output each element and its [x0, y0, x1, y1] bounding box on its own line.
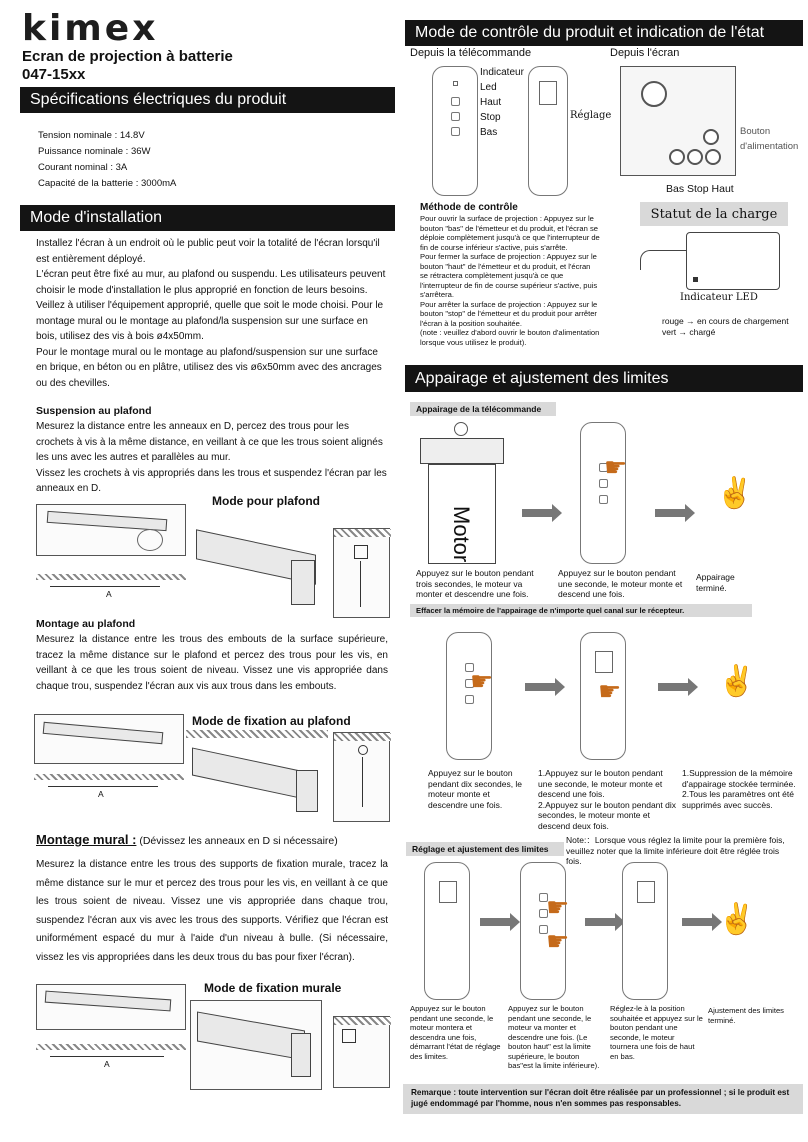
fig-fix-plafond-title: Mode de fixation au plafond [192, 714, 351, 728]
specs-header [20, 87, 395, 113]
arrow-6 [585, 918, 615, 926]
battery-cover [637, 881, 655, 903]
stop-button [451, 112, 460, 121]
suspension-text: Mesurez la distance entre les anneaux en D, percez des trous pour les crochets à vis à la même distance, en veillant à ce que les trous soient alignés les uns avec les autres et parallèles au mur. Vissez les crochets à vis appropriés dans les trous et suspendez l'écran par les anneaux en D. [36, 421, 387, 494]
ceiling-hatch [34, 774, 184, 780]
fig-fix-plafond-detail [333, 732, 390, 822]
dim-label-a: A [104, 1059, 110, 1069]
remark: Remarque : toute intervention sur l'écran doit être réalisée par un professionnel ; si le produit est jugé endommagé par l'homme, nous n'en sommes pas responsables. [403, 1084, 803, 1114]
fig-fix-mural-dim [36, 1036, 186, 1072]
screen-case [43, 722, 164, 744]
ceiling-hatch [334, 733, 391, 741]
label-bas: Bas [480, 127, 498, 138]
pointing-hand-icon: ☛ [470, 666, 494, 696]
ceiling-hatch [186, 730, 328, 738]
battery-cover [539, 81, 557, 105]
install-header [20, 205, 395, 231]
arrow-7 [682, 918, 712, 926]
brand-logo: kimex [22, 8, 159, 49]
install-title: Mode d'installation [30, 209, 163, 226]
down-button [669, 149, 685, 165]
end-cap [296, 770, 318, 812]
arrow-3 [525, 683, 555, 691]
suspension-title: Suspension au plafond [36, 405, 152, 417]
dim-line [50, 1056, 164, 1057]
spec-power: Puissance nominale : 36W [38, 146, 151, 157]
wall-title-line [36, 832, 338, 847]
screen-case-3d [192, 747, 310, 800]
pair-step-1: Appuyez sur le bouton pendant trois secondes, le moteur va monter et descendre une fois. [416, 568, 534, 599]
fig-plafond-3d [196, 530, 326, 618]
screen-case-3d [197, 1011, 305, 1060]
motor-diagram [420, 422, 508, 568]
hook-wire [360, 561, 361, 607]
fig-fix-mural-top [36, 984, 186, 1030]
reglage-label: Réglage [570, 110, 612, 121]
product-model: 047-15xx [22, 66, 86, 83]
remote-back [528, 66, 568, 196]
fig-plafond-beam-top [36, 504, 186, 556]
method-title: Méthode de contrôle [420, 202, 518, 213]
pointing-hand-icon: ☛ [546, 926, 570, 956]
install-intro [36, 236, 388, 391]
spec-battery: Capacité de la batterie : 3000mA [38, 178, 177, 189]
wall-title: Montage mural : [36, 832, 137, 847]
remote-limit-back-2 [622, 862, 668, 1000]
fig-plafond-title: Mode pour plafond [212, 494, 320, 508]
end-cap [291, 560, 315, 605]
down-button [599, 495, 608, 504]
led-indicator [453, 81, 458, 86]
wall-text: Mesurez la distance entre les trous des supports de fixation murale, tracez la même distance sur le mur et percez des trous pour les vis, en veillant à ce que les trous soient de niveau. Vissez une vis appropriée dans chaque trou, suspendez l'écran aux vis avec les trous des supports. Vérifiez que l'écran est uniformément espacé du mur à l'aide d'un niveau à bulle. (Si nécessaire, vissez les vis appropriées dans les deux trous du bas pour fixer l'écran). [36, 859, 388, 963]
clear-title: Effacer la mémoire de l'appairage de n'importe quel canal sur le récepteur. [410, 604, 752, 617]
fig-fix-plafond-dim [34, 768, 184, 804]
charge-status-title: Statut de la charge [640, 202, 788, 226]
fig-plafond-dim [36, 562, 186, 604]
charge-led [693, 277, 698, 282]
fig-fix-plafond-top [34, 714, 184, 764]
spec-current: Courant nominal : 3A [38, 162, 128, 173]
pointing-hand-icon: ☛ [598, 676, 622, 706]
control-title: Mode de contrôle du produit et indication de l'état [415, 24, 765, 41]
limits-title: Réglage et ajustement des limites [406, 842, 564, 856]
wall-hatch [334, 1017, 391, 1025]
screen-buttons-label: Bas Stop Haut [666, 183, 734, 195]
limit-step-1: Appuyez sur le bouton pendant une seconde, le moteur montera et descendra une fois, démarrant l'état de réglage des limites. [410, 1004, 501, 1061]
pointing-hand-icon: ☛ [546, 892, 570, 922]
down-button [451, 127, 460, 136]
endcap-hole [641, 81, 667, 107]
charge-red: rouge → en cours de chargement [662, 316, 789, 326]
victory-hand-icon: ✌ [718, 903, 756, 936]
detail-circle [137, 529, 163, 551]
from-screen-label: Depuis l'écran [610, 47, 680, 59]
clear-step-2: 1.Appuyez sur le bouton pendant une seconde, le moteur monte et descend une fois. 2.Appuyez sur le bouton pendant dix secondes, le moteur monte et descend deux fois. [538, 768, 676, 831]
install-intro-2: L'écran peut être fixé au mur, au plafond ou suspendu. Les utilisateurs peuvent choisir le mode d'installation le plus approprié en fonction de leurs besoins. Veillez à utiliser l'équipement approprié, quelle que soit le mode choisi. Pour le montage mural ou le montage au plafond/la suspension sur une surface en bois, utilisez des vis à bois ø4x50mm. [36, 269, 386, 342]
victory-hand-icon: ✌ [716, 477, 754, 510]
remote-labels [480, 65, 524, 140]
limits-note: Note:：Lorsque vous réglez la limite pour la première fois, veuillez noter que la limite inférieure doit être réglée trois fois. [566, 835, 785, 866]
fig-fix-mural-title: Mode de fixation murale [204, 981, 342, 995]
fig-fix-plafond-3d [186, 730, 328, 820]
pair-step-2: Appuyez sur le bouton pendant une seconde, le moteur monte et descend une fois. [558, 568, 683, 599]
motor-label: Motor [449, 506, 474, 563]
label-haut: Haut [480, 97, 502, 108]
remote-pair [580, 422, 626, 564]
victory-hand-icon: ✌ [718, 665, 756, 698]
ceiling-hatch [334, 529, 391, 537]
pairing-header [405, 365, 803, 392]
fig-fix-mural-3d [190, 1000, 322, 1090]
label-stop: Stop [480, 112, 501, 123]
remote-control [432, 66, 478, 196]
arrow-5 [480, 918, 510, 926]
power-button [703, 129, 719, 145]
specs-title: Spécifications électriques du produit [30, 91, 287, 108]
dim-line [50, 586, 160, 587]
bracket-box [342, 1029, 356, 1043]
battery-cover [595, 651, 613, 673]
remote-limit-back [424, 862, 470, 1000]
install-intro-3: Pour le montage mural ou le montage au plafond/suspension sur une surface en brique, en béton ou en plâtre, utilisez des vis ø6x50mm avec des ancrages ou des chevilles. [36, 346, 382, 389]
up-button [705, 149, 721, 165]
method-text: Pour ouvrir la surface de projection : Appuyez sur le bouton "bas" de l'émetteur et du produit, et l'écran se déploie complètement jusqu'à ce que l'interrupteur de fin de course inférieur s'active, puis s'arrête. Pour fermer la surface de projection : Appuyez sur le bouton "haut" de l'émetteur et du produit, et l'écran se rétractera complètement jusqu'à ce que l'interrupteur de fin de course supérieur s'active, puis s'arrêtera. Pour arrêter la surface de projection : Appuyez sur le bouton "stop" de l'émetteur et du produit pour arrêter l'écran à la position souhaitée. (note : veuillez d'abord ouvrir le bouton d'alimentation lorsque vous utilisez le produit). [420, 214, 600, 347]
limit-step-4: Ajustement des limites terminé. [708, 1006, 784, 1025]
spec-voltage: Tension nominale : 14.8V [38, 130, 145, 141]
limit-step-2: Appuyez sur le bouton pendant une seconde, le moteur va monter et descendre une fois. (Le bouton haut" est la limite supérieure, le bouton bas"est la limite inférieure). [508, 1004, 600, 1070]
wall-note: (Dévissez les anneaux en D si nécessaire) [136, 835, 338, 847]
clear-step-3: 1.Suppression de la mémoire d'appairage stockée terminée. 2.Tous les paramètres ont été supprimés avec succès. [682, 768, 796, 810]
arrow-1 [522, 509, 552, 517]
dim-label-a: A [106, 589, 112, 599]
motor-hook [454, 422, 468, 436]
charge-green: vert → chargé [662, 327, 716, 337]
charger-cable [640, 250, 686, 270]
ceiling-title: Montage au plafond [36, 618, 136, 630]
install-intro-1: Installez l'écran à un endroit où le public peut voir la totalité de l'écran lorsqu'il est entièrement déployé. [36, 238, 380, 265]
label-led: Led [480, 82, 497, 93]
screen-endcap [620, 66, 736, 176]
wall-hatch [36, 1044, 186, 1050]
screen-case [45, 991, 172, 1012]
power-button-label: Bouton d'alimentation [740, 126, 799, 152]
fig-plafond-hook [333, 528, 390, 618]
dim-line [48, 786, 158, 787]
arrow-4 [658, 683, 688, 691]
wall-bracket [291, 1033, 311, 1077]
pointing-hand-icon: ☛ [604, 452, 628, 482]
fig-fix-mural-detail [333, 1016, 390, 1088]
pairing-title: Appairage et ajustement des limites [415, 369, 669, 387]
hook-box [354, 545, 368, 559]
wire [362, 757, 363, 807]
charger-box [686, 232, 780, 290]
control-header [405, 20, 803, 46]
dim-label-a: A [98, 789, 104, 799]
product-title: Ecran de projection à batterie [22, 48, 233, 65]
remote-pair-title: Appairage de la télécommande [410, 402, 556, 416]
arrow-2 [655, 509, 685, 517]
from-remote-label: Depuis la télécommande [410, 47, 532, 59]
stop-button [687, 149, 703, 165]
pair-step-3: Appairage terminé. [696, 572, 735, 593]
up-button [451, 97, 460, 106]
limit-step-3: Réglez-le à la position souhaitée et appuyez sur le bouton pendant une seconde, le moteur tournera une fois de haut en bas. [610, 1004, 703, 1061]
battery-cover [439, 881, 457, 903]
screw-head [358, 745, 368, 755]
receiver [420, 438, 504, 464]
ceiling-text: Mesurez la distance entre les trous des embouts de la surface supérieure, tracez la même distance sur le plafond et percez des trous pour les vis, en veillant à ce que les trous soient de niveau. Vissez une vis appropriée dans chaque trou, suspendez l'écran aux vis aux trous dans les embouts. [36, 634, 388, 692]
clear-step-1: Appuyez sur le bouton pendant dix secondes, le moteur monte et descendre une fois. [428, 768, 523, 810]
ceiling-hatch [36, 574, 186, 580]
led-indicator-label: Indicateur LED [680, 292, 758, 303]
label-indicateur: Indicateur [480, 67, 524, 78]
